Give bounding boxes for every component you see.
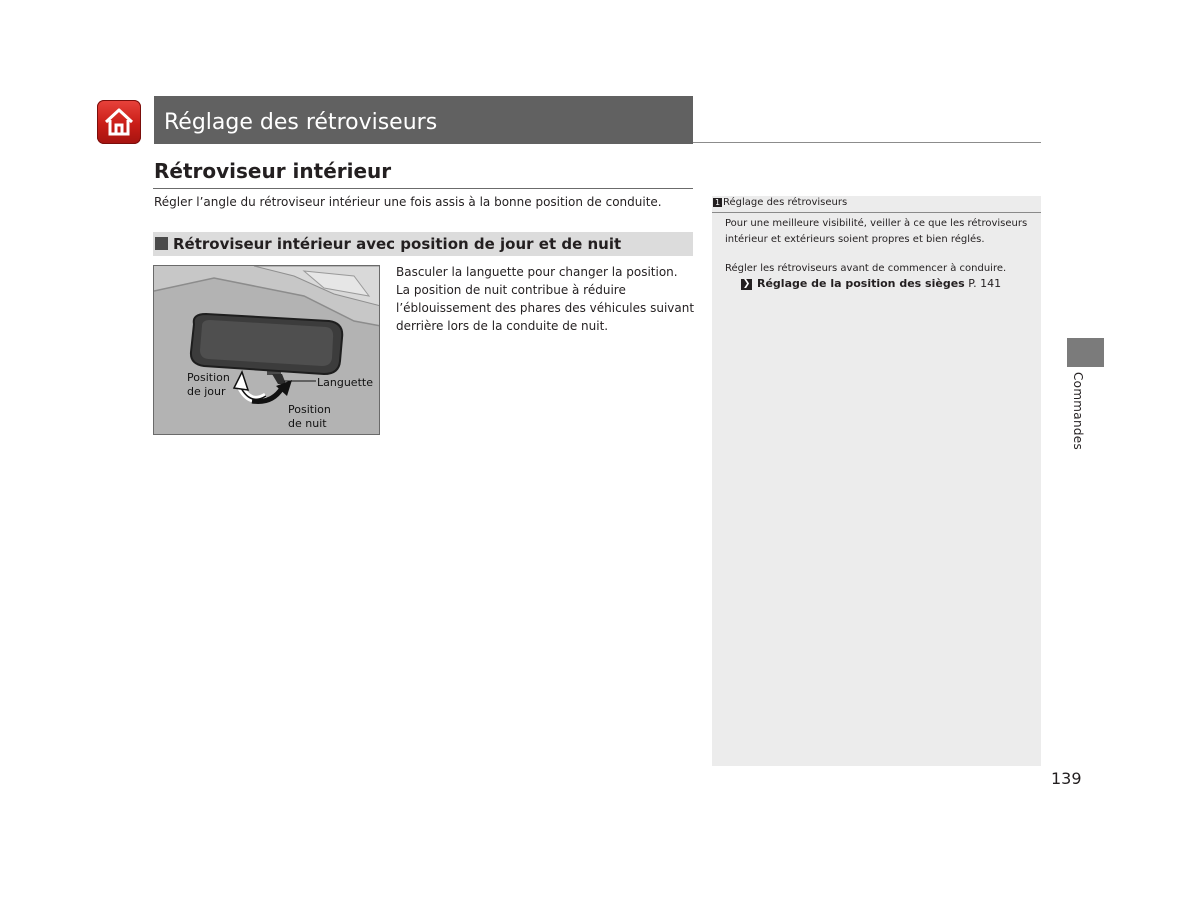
note-title — [713, 197, 847, 208]
section-divider — [153, 188, 693, 189]
title-divider — [693, 142, 1041, 143]
cross-reference-link[interactable] — [741, 277, 1001, 290]
arrow-right-icon: ❯ — [742, 278, 751, 289]
label-day-position — [187, 371, 230, 399]
label-night-line-2: de nuit — [288, 417, 327, 430]
note-marker-icon: 1 — [714, 197, 721, 207]
chapter-tab[interactable] — [1067, 338, 1104, 367]
note-line: Régler les rétroviseurs avant de commencer à conduire. — [725, 263, 1007, 274]
note-title-text: Réglage des rétroviseurs — [723, 197, 848, 208]
chapter-label: Commandes — [1071, 372, 1085, 451]
note-line: Pour une meilleure visibilité, veiller à ce que les rétroviseurs — [725, 218, 1028, 229]
label-tab: Languette — [317, 376, 373, 389]
mirror-illustration — [153, 265, 380, 435]
body-line: La position de nuit contribue à réduire — [396, 283, 626, 297]
page-title: Réglage des rétroviseurs — [164, 110, 438, 135]
label-day-line-2: de jour — [187, 385, 226, 398]
section-intro: Régler l’angle du rétroviseur intérieur une fois assis à la bonne position de conduite. — [154, 195, 662, 209]
body-line: Basculer la languette pour changer la position. — [396, 265, 678, 279]
body-line: l’éblouissement des phares des véhicules suivant — [396, 301, 695, 315]
label-night-line-1: Position — [288, 403, 331, 416]
body-paragraph — [396, 263, 695, 335]
cross-reference-label: Réglage de la position des sièges — [757, 277, 965, 290]
label-day-line-1: Position — [187, 371, 230, 384]
page-number: 139 — [1051, 769, 1082, 788]
note-divider — [712, 212, 1041, 213]
home-button[interactable] — [97, 100, 141, 144]
section-title: Rétroviseur intérieur — [154, 159, 392, 183]
cross-reference-page: P. 141 — [968, 277, 1002, 290]
home-icon — [101, 104, 137, 140]
rearview-mirror-drawing — [154, 266, 380, 435]
subsection-title: Rétroviseur intérieur avec position de jour et de nuit — [173, 235, 622, 253]
subsection-marker-icon — [155, 237, 168, 250]
body-line: derrière lors de la conduite de nuit. — [396, 319, 609, 333]
label-night-position — [288, 403, 331, 431]
note-line: intérieur et extérieurs soient propres et bien réglés. — [725, 234, 985, 245]
